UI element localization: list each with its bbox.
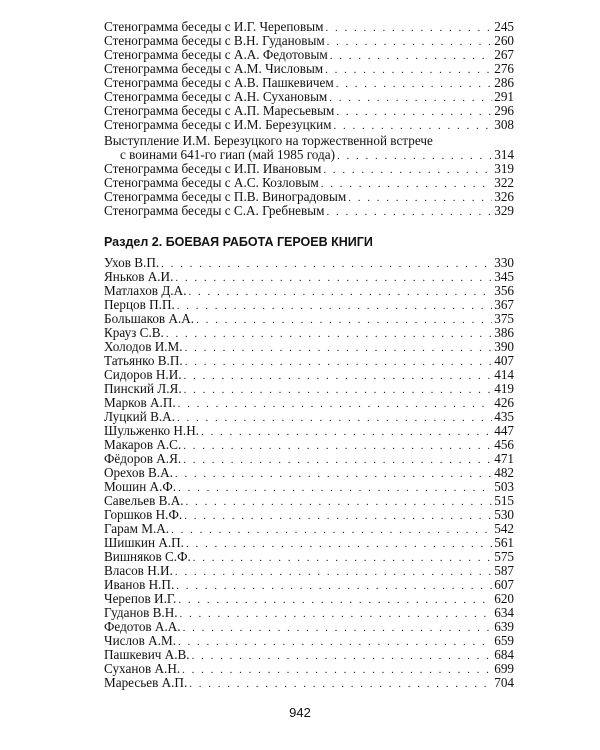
toc-entry <box>104 20 514 34</box>
entry-page: 704 <box>494 675 514 690</box>
dot-leader <box>178 594 492 606</box>
dot-leader <box>325 22 492 34</box>
toc-entry <box>104 162 514 176</box>
entry-page: 639 <box>494 619 514 634</box>
entry-page: 482 <box>494 465 514 480</box>
toc-entry <box>104 676 514 690</box>
dot-leader <box>183 440 492 452</box>
entry-page: 245 <box>494 19 514 34</box>
dot-leader <box>178 398 492 410</box>
toc-entry <box>104 326 514 340</box>
entry-page: 620 <box>494 591 514 606</box>
entry-page: 530 <box>494 507 514 522</box>
entry-name: Матлахов Д.А. <box>104 283 187 298</box>
entry-page: 260 <box>494 33 514 48</box>
toc-entry <box>104 480 514 494</box>
toc-entry <box>104 270 514 284</box>
entry-page: 456 <box>494 437 514 452</box>
dot-leader <box>171 524 492 536</box>
entry-name: Гарам М.А. <box>104 521 170 536</box>
dot-leader <box>323 164 492 176</box>
entry-title: Стенограмма беседы с П.В. Виноградовым <box>104 189 347 204</box>
toc-entry <box>104 662 514 676</box>
toc-entry <box>104 298 514 312</box>
dot-leader <box>161 258 492 270</box>
dot-leader <box>189 678 492 690</box>
entry-name: Числов А.М. <box>104 633 177 648</box>
entry-title: Стенограмма беседы с А.П. Маресьевым <box>104 103 335 118</box>
dot-leader <box>327 36 492 48</box>
toc-entry <box>104 204 514 218</box>
entry-name: Макаров А.С. <box>104 437 182 452</box>
dot-leader <box>188 286 492 298</box>
entry-page: 515 <box>494 493 514 508</box>
entry-name: Власов Н.И. <box>104 563 173 578</box>
entry-name: Татьянко В.П. <box>104 353 183 368</box>
dot-leader <box>176 580 492 592</box>
dot-leader <box>182 664 492 676</box>
dot-leader <box>177 412 492 424</box>
entry-page: 322 <box>494 175 514 190</box>
entry-page: 471 <box>494 451 514 466</box>
toc-entry <box>104 396 514 410</box>
entry-name: Суханов А.Н. <box>104 661 181 676</box>
dot-leader <box>325 64 492 76</box>
dot-leader <box>193 552 492 564</box>
dot-leader <box>321 178 492 190</box>
entry-name: Пашкевич А.В. <box>104 647 190 662</box>
toc-entry <box>104 620 514 634</box>
dot-leader <box>177 300 492 312</box>
toc-entry <box>104 34 514 48</box>
toc-entry <box>104 494 514 508</box>
dot-leader <box>186 538 492 550</box>
entry-title: Стенограмма беседы с С.А. Гребневым <box>104 203 325 218</box>
dot-leader <box>329 92 492 104</box>
toc-entry <box>104 438 514 452</box>
entry-name: Черепов И.Г. <box>104 591 177 606</box>
toc-entry <box>104 284 514 298</box>
dot-leader <box>178 636 492 648</box>
toc-entry <box>104 424 514 438</box>
entry-page: 587 <box>494 563 514 578</box>
dot-leader <box>175 468 492 480</box>
toc-entry <box>104 578 514 592</box>
entry-page: 419 <box>494 381 514 396</box>
toc-entry <box>104 104 514 118</box>
entry-page: 634 <box>494 605 514 620</box>
toc-entry <box>104 312 514 326</box>
toc-entry <box>104 354 514 368</box>
dot-leader <box>166 328 492 340</box>
entry-page: 386 <box>494 325 514 340</box>
entry-page: 367 <box>494 297 514 312</box>
entry-title: Стенограмма беседы с А.С. Козловым <box>104 175 319 190</box>
entry-title: Стенограмма беседы с И.М. Березуцким <box>104 117 332 132</box>
entry-page: 435 <box>494 409 514 424</box>
toc-entry <box>104 382 514 396</box>
entry-page: 286 <box>494 75 514 90</box>
entry-page: 375 <box>494 311 514 326</box>
entry-title: Стенограмма беседы с И.Г. Череповым <box>104 19 324 34</box>
entry-page: 390 <box>494 339 514 354</box>
dot-leader <box>178 482 492 494</box>
toc-entry <box>120 148 514 162</box>
entry-page: 575 <box>494 549 514 564</box>
toc-entry <box>104 176 514 190</box>
toc-entry <box>104 634 514 648</box>
entry-name: Шишкин А.П. <box>104 535 184 550</box>
page-number: 942 <box>289 705 311 720</box>
entry-page: 407 <box>494 353 514 368</box>
entry-page: 542 <box>494 521 514 536</box>
dot-leader <box>196 314 492 326</box>
entry-page: 314 <box>494 147 514 162</box>
dot-leader <box>330 50 492 62</box>
entry-page: 684 <box>494 647 514 662</box>
entry-name: Крауз С.В. <box>104 325 164 340</box>
entry-page: 659 <box>494 633 514 648</box>
entry-page: 267 <box>494 47 514 62</box>
toc-entry <box>104 522 514 536</box>
dot-leader <box>185 342 492 354</box>
dot-leader <box>175 566 492 578</box>
toc-entry <box>104 90 514 104</box>
entry-page: 561 <box>494 535 514 550</box>
dot-leader <box>201 426 492 438</box>
dot-leader <box>180 608 492 620</box>
dot-leader <box>337 150 492 162</box>
toc-entry <box>104 62 514 76</box>
entry-page: 329 <box>494 203 514 218</box>
dot-leader <box>336 106 492 118</box>
dot-leader <box>326 206 492 218</box>
entry-name: Федотов А.А. <box>104 619 181 634</box>
entry-page: 699 <box>494 661 514 676</box>
entry-name: Шульженко Н.Н. <box>104 423 200 438</box>
entry-page: 308 <box>494 117 514 132</box>
toc-entry <box>104 76 514 90</box>
entry-page: 426 <box>494 395 514 410</box>
entry-page: 607 <box>494 577 514 592</box>
dot-leader <box>184 370 492 382</box>
dot-leader <box>184 384 492 396</box>
entry-page: 330 <box>494 255 514 270</box>
entry-title: с воинами 641-го гиап (май 1985 года) <box>120 147 335 162</box>
entry-page: 356 <box>494 283 514 298</box>
entry-name: Орехов В.А. <box>104 465 173 480</box>
entry-name: Фёдоров А.Я. <box>104 451 182 466</box>
toc-entry <box>104 592 514 606</box>
dot-leader <box>334 120 493 132</box>
entry-name: Большаков А.А. <box>104 311 195 326</box>
entry-name: Сидоров Н.И. <box>104 367 182 382</box>
toc-entry <box>104 340 514 354</box>
entry-title: Стенограмма беседы с А.М. Числовым <box>104 61 324 76</box>
dot-leader <box>183 622 492 634</box>
entry-name: Маресьев А.П. <box>104 675 188 690</box>
toc-entry <box>104 118 514 132</box>
entry-name: Мошин А.Ф. <box>104 479 177 494</box>
entry-page: 291 <box>494 89 514 104</box>
entry-title: Стенограмма беседы с В.Н. Гудановым <box>104 33 325 48</box>
entry-page: 319 <box>494 161 514 176</box>
entry-title: Стенограмма беседы с А.А. Федотовым <box>104 47 328 62</box>
entry-page: 276 <box>494 61 514 76</box>
toc-entry <box>104 536 514 550</box>
entry-name: Пинский Л.Я. <box>104 381 182 396</box>
entry-name: Гуданов В.Н. <box>104 605 178 620</box>
dot-leader <box>175 272 492 284</box>
entry-name: Горшков Н.Ф. <box>104 507 183 522</box>
entry-page: 296 <box>494 103 514 118</box>
entry-page: 345 <box>494 269 514 284</box>
entry-page: 414 <box>494 367 514 382</box>
toc-entry <box>104 606 514 620</box>
entry-name: Перцов П.П. <box>104 297 175 312</box>
entry-name: Луцкий В.А. <box>104 409 175 424</box>
toc-entry <box>104 368 514 382</box>
dot-leader <box>183 454 492 466</box>
entry-name: Марков А.П. <box>104 395 176 410</box>
toc-entry <box>104 508 514 522</box>
toc-entry <box>104 410 514 424</box>
dot-leader <box>184 510 492 522</box>
toc-entry <box>104 648 514 662</box>
entry-name: Савельев В.А. <box>104 493 184 508</box>
dot-leader <box>336 78 492 90</box>
entry-name: Яньков А.И. <box>104 269 174 284</box>
toc-entry <box>104 48 514 62</box>
toc-entry <box>104 550 514 564</box>
entry-page: 503 <box>494 479 514 494</box>
dot-leader <box>185 356 492 368</box>
entry-name: Вишняков С.Ф. <box>104 549 191 564</box>
dot-leader <box>186 496 492 508</box>
entry-page: 447 <box>494 423 514 438</box>
entry-title: Стенограмма беседы с А.В. Пашкевичем <box>104 75 334 90</box>
entry-title: Стенограмма беседы с А.Н. Сухановым <box>104 89 328 104</box>
entry-page: 326 <box>494 189 514 204</box>
toc-entry <box>104 256 514 270</box>
dot-leader <box>192 650 492 662</box>
entry-title: Стенограмма беседы с И.П. Ивановым <box>104 161 322 176</box>
entry-name: Иванов Н.П. <box>104 577 175 592</box>
toc-entry <box>104 564 514 578</box>
speech-entry-line1: Выступление И.М. Березуцкого на торжественной встрече <box>104 133 433 148</box>
dot-leader <box>348 192 492 204</box>
entry-name: Ухов В.П. <box>104 255 160 270</box>
entry-name: Холодов И.М. <box>104 339 183 354</box>
section-heading: Раздел 2. БОЕВАЯ РАБОТА ГЕРОЕВ КНИГИ <box>104 235 373 249</box>
toc-entry <box>104 452 514 466</box>
toc-entry <box>104 190 514 204</box>
toc-entry <box>104 466 514 480</box>
